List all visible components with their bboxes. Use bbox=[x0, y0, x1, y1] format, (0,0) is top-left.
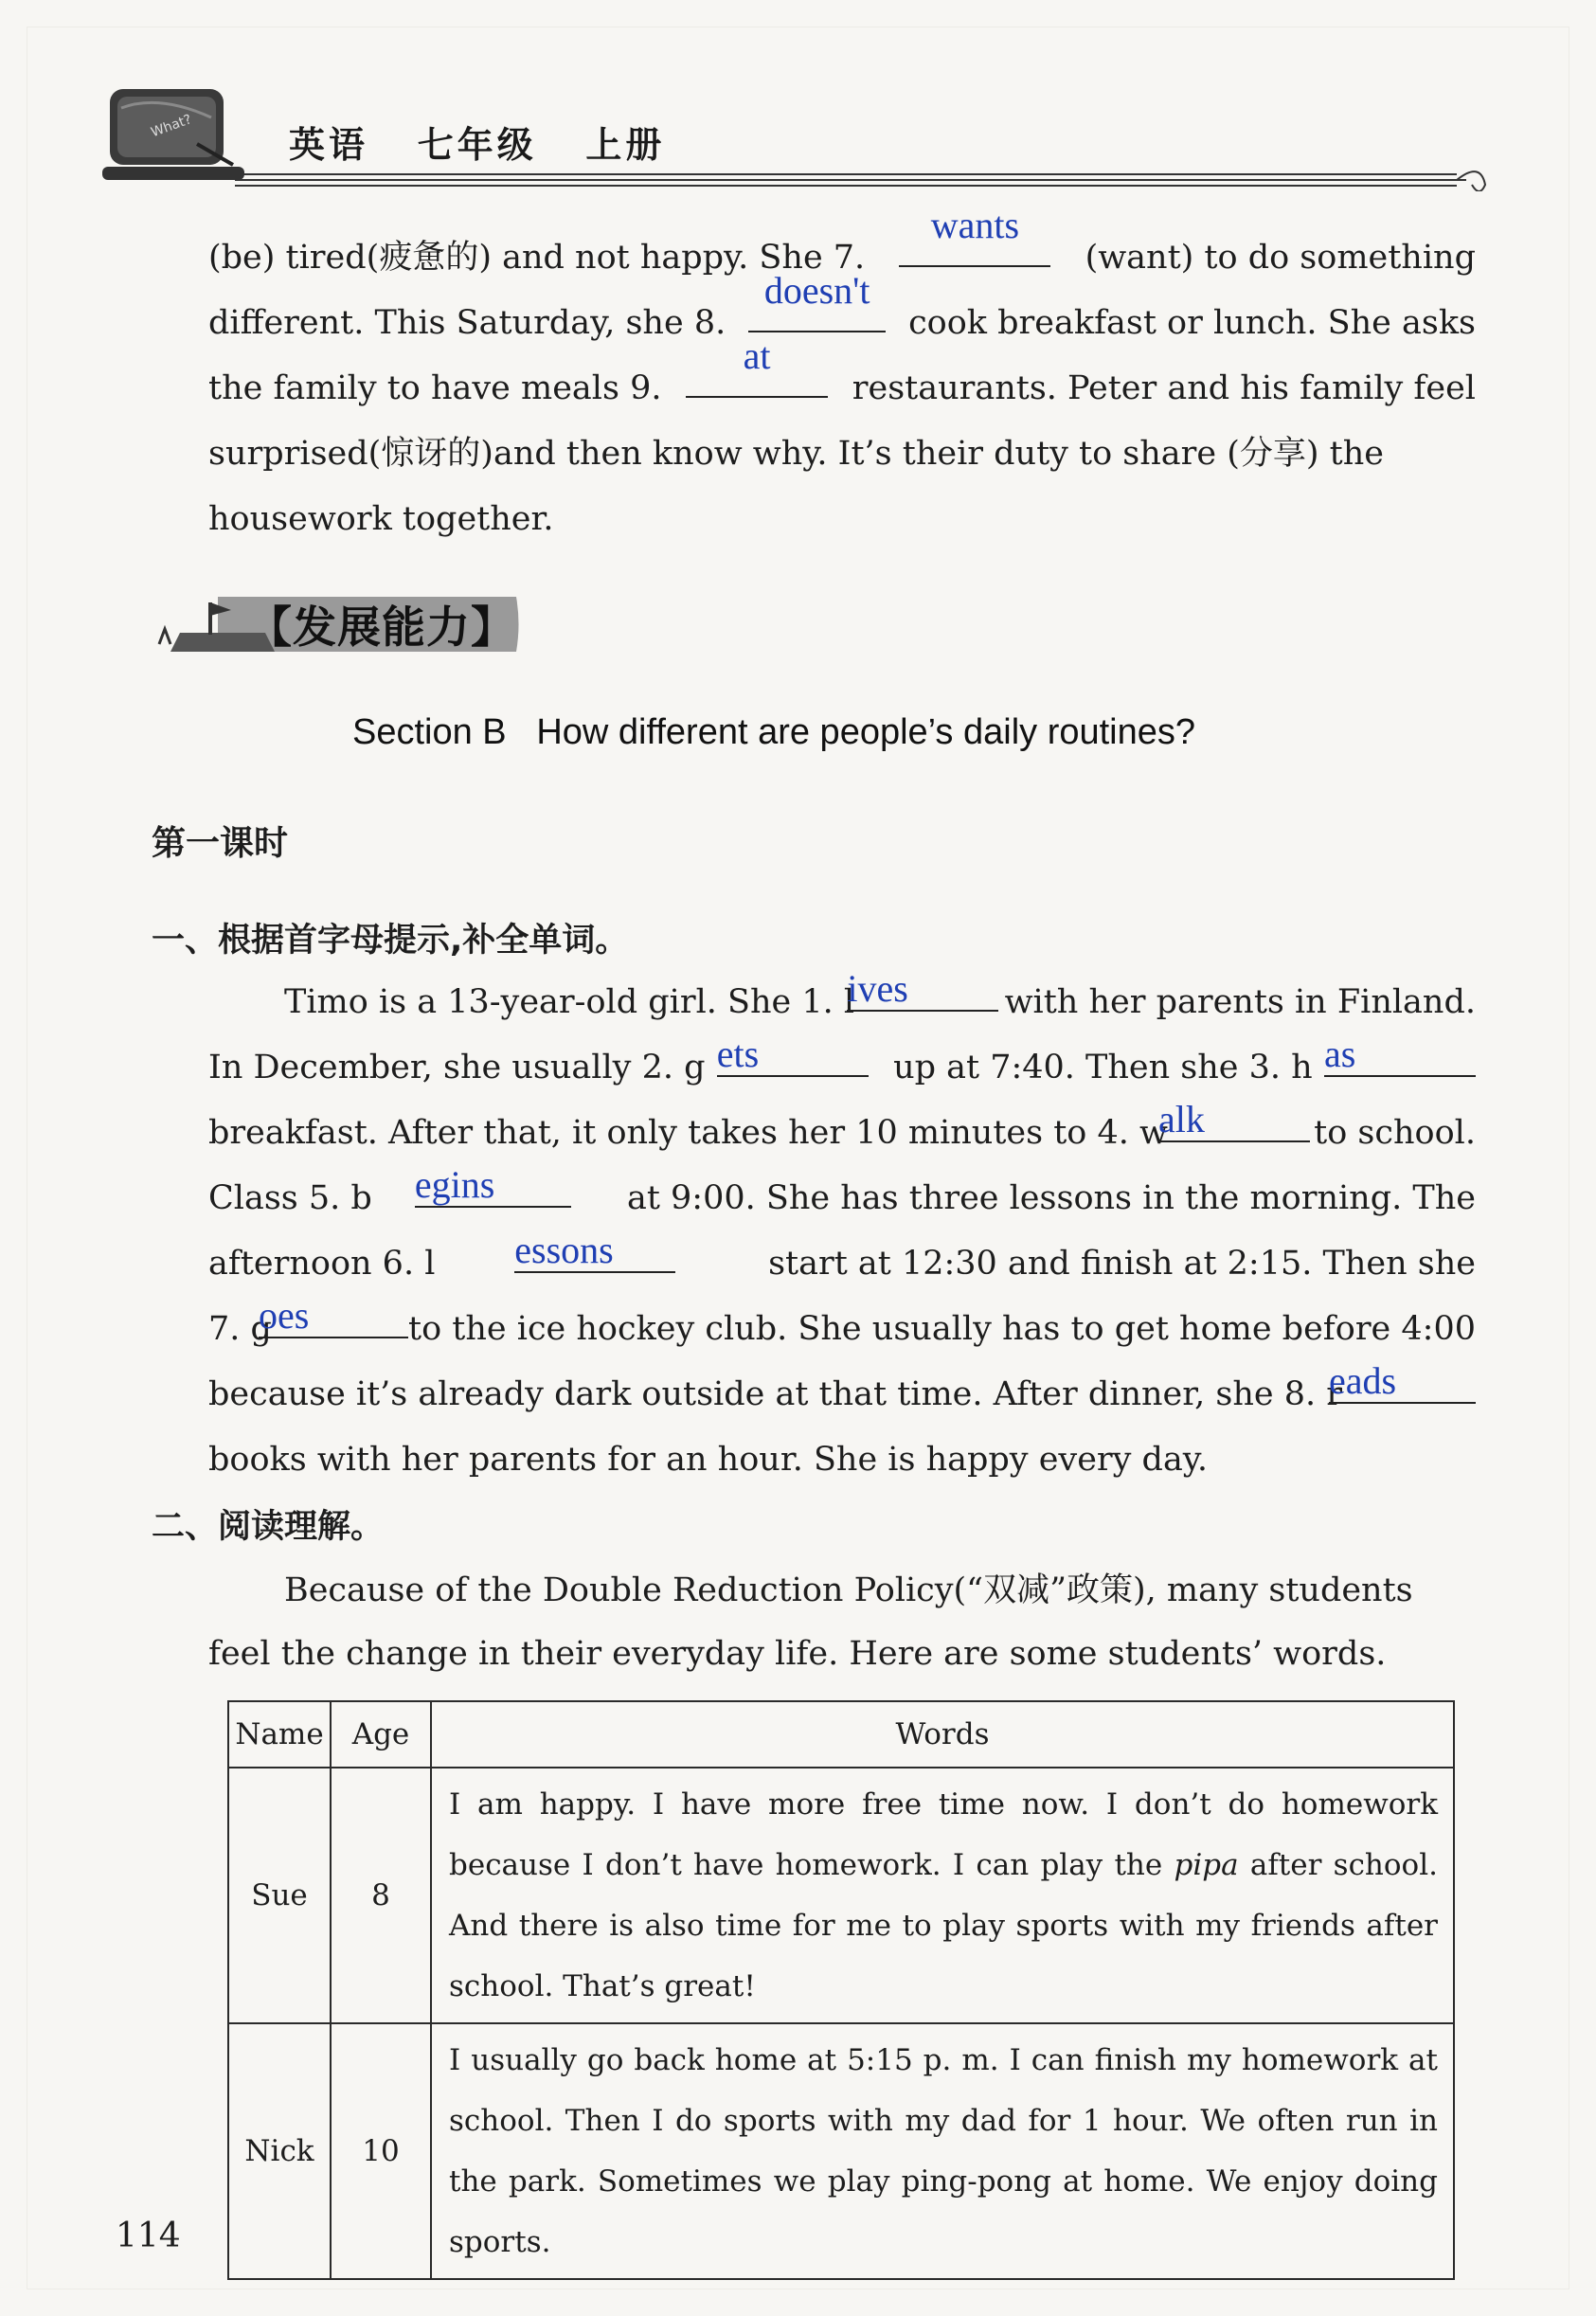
cloze-line-6: 7. g oes to the ice hockey club. She usually has to get home before 4:00 bbox=[208, 1294, 1476, 1348]
logo-text: What? bbox=[149, 112, 194, 141]
answer-blank-8[interactable]: doesn't bbox=[748, 300, 886, 332]
table-row bbox=[228, 2023, 1454, 2279]
story-line-4: surprised(惊讶的)and then know why. It’s their duty to share (分享) the bbox=[208, 435, 1384, 473]
cloze-line-1: Timo is a 13-year-old girl. She 1. l ives with her parents in Finland. bbox=[284, 967, 1476, 1021]
row-words: I am happy. I have more free time now. I don’t do homework because I don’t have homework. I can play the pipa after school. And there is also time for me to play sports with my friends after school. That’s great! bbox=[431, 1768, 1454, 2023]
table-header-row bbox=[228, 1701, 1454, 1768]
reading-intro-1: Because of the Double Reduction Policy(“双减”政策), many students bbox=[284, 1571, 1413, 1609]
story-line-2: different. This Saturday, she 8. doesn't cook breakfast or lunch. She asks bbox=[208, 269, 1476, 342]
answer-blank-7[interactable]: wants bbox=[899, 235, 1050, 267]
row-name: Nick bbox=[228, 2023, 331, 2279]
lesson-label: 第一课时 bbox=[152, 824, 289, 863]
answer-blank-3[interactable]: as bbox=[1324, 1045, 1476, 1077]
story-line-3: the family to have meals 9. at restaurants. Peter and his family feel bbox=[208, 334, 1476, 407]
answer-blank-1[interactable]: ives bbox=[847, 979, 998, 1012]
header-words: Words bbox=[431, 1701, 1454, 1768]
section-title: Section B How different are people’s daily routines? bbox=[352, 712, 1196, 752]
answer-blank-7b[interactable]: oes bbox=[259, 1306, 408, 1338]
row-age: 8 bbox=[331, 1768, 431, 2023]
cloze-line-4: Class 5. b egins at 9:00. She has three lessons in the morning. The bbox=[208, 1163, 1476, 1217]
cloze-line-8: books with her parents for an hour. She is happy every day. bbox=[208, 1441, 1209, 1479]
reading-intro-2: feel the change in their everyday life. Here are some students’ words. bbox=[208, 1635, 1387, 1673]
cloze-line-2: In December, she usually 2. g ets up at 7:40. Then she 3. h as bbox=[208, 1045, 1476, 1090]
cloze-line-7: because it’s already dark outside at that time. After dinner, she 8. r eads bbox=[208, 1372, 1476, 1417]
section-banner-label: 【发展能力】 bbox=[248, 601, 515, 653]
answer-blank-8b[interactable]: eads bbox=[1329, 1372, 1476, 1404]
students-words-table bbox=[227, 1700, 1455, 2280]
story-line-5: housework together. bbox=[208, 500, 554, 538]
answer-blank-9[interactable]: at bbox=[686, 366, 828, 398]
blackboard-logo-icon bbox=[102, 80, 244, 191]
header-age: Age bbox=[331, 1701, 431, 1768]
part1-heading: 一、根据首字母提示,补全单词。 bbox=[152, 922, 629, 960]
cloze-line-5: afternoon 6. l essons start at 12:30 and finish at 2:15. Then she bbox=[208, 1229, 1476, 1283]
header-rule bbox=[235, 171, 1504, 191]
story-line-1: (be) tired(疲惫的) and not happy. She 7. wants (want) to do something bbox=[208, 204, 1476, 277]
row-words: I usually go back home at 5:15 p. m. I can finish my homework at school. Then I do sports with my dad for 1 hour. We often run in the park. Sometimes we play ping-pong at home. We enjoy doing sports. bbox=[431, 2023, 1454, 2279]
row-name: Sue bbox=[228, 1768, 331, 2023]
part2-heading: 二、阅读理解。 bbox=[152, 1508, 385, 1546]
answer-blank-4[interactable]: alk bbox=[1158, 1110, 1310, 1142]
cloze-line-3: breakfast. After that, it only takes her 10 minutes to 4. w alk to school. bbox=[208, 1098, 1476, 1152]
answer-blank-5[interactable]: egins bbox=[415, 1176, 571, 1208]
row-age: 10 bbox=[331, 2023, 431, 2279]
answer-blank-6[interactable]: essons bbox=[514, 1241, 675, 1273]
answer-blank-2[interactable]: ets bbox=[717, 1045, 869, 1077]
page-number: 114 bbox=[116, 2217, 181, 2255]
table-row bbox=[228, 1768, 1454, 2023]
header-name: Name bbox=[228, 1701, 331, 1768]
book-title: 英语 七年级 上册 bbox=[289, 124, 666, 166]
